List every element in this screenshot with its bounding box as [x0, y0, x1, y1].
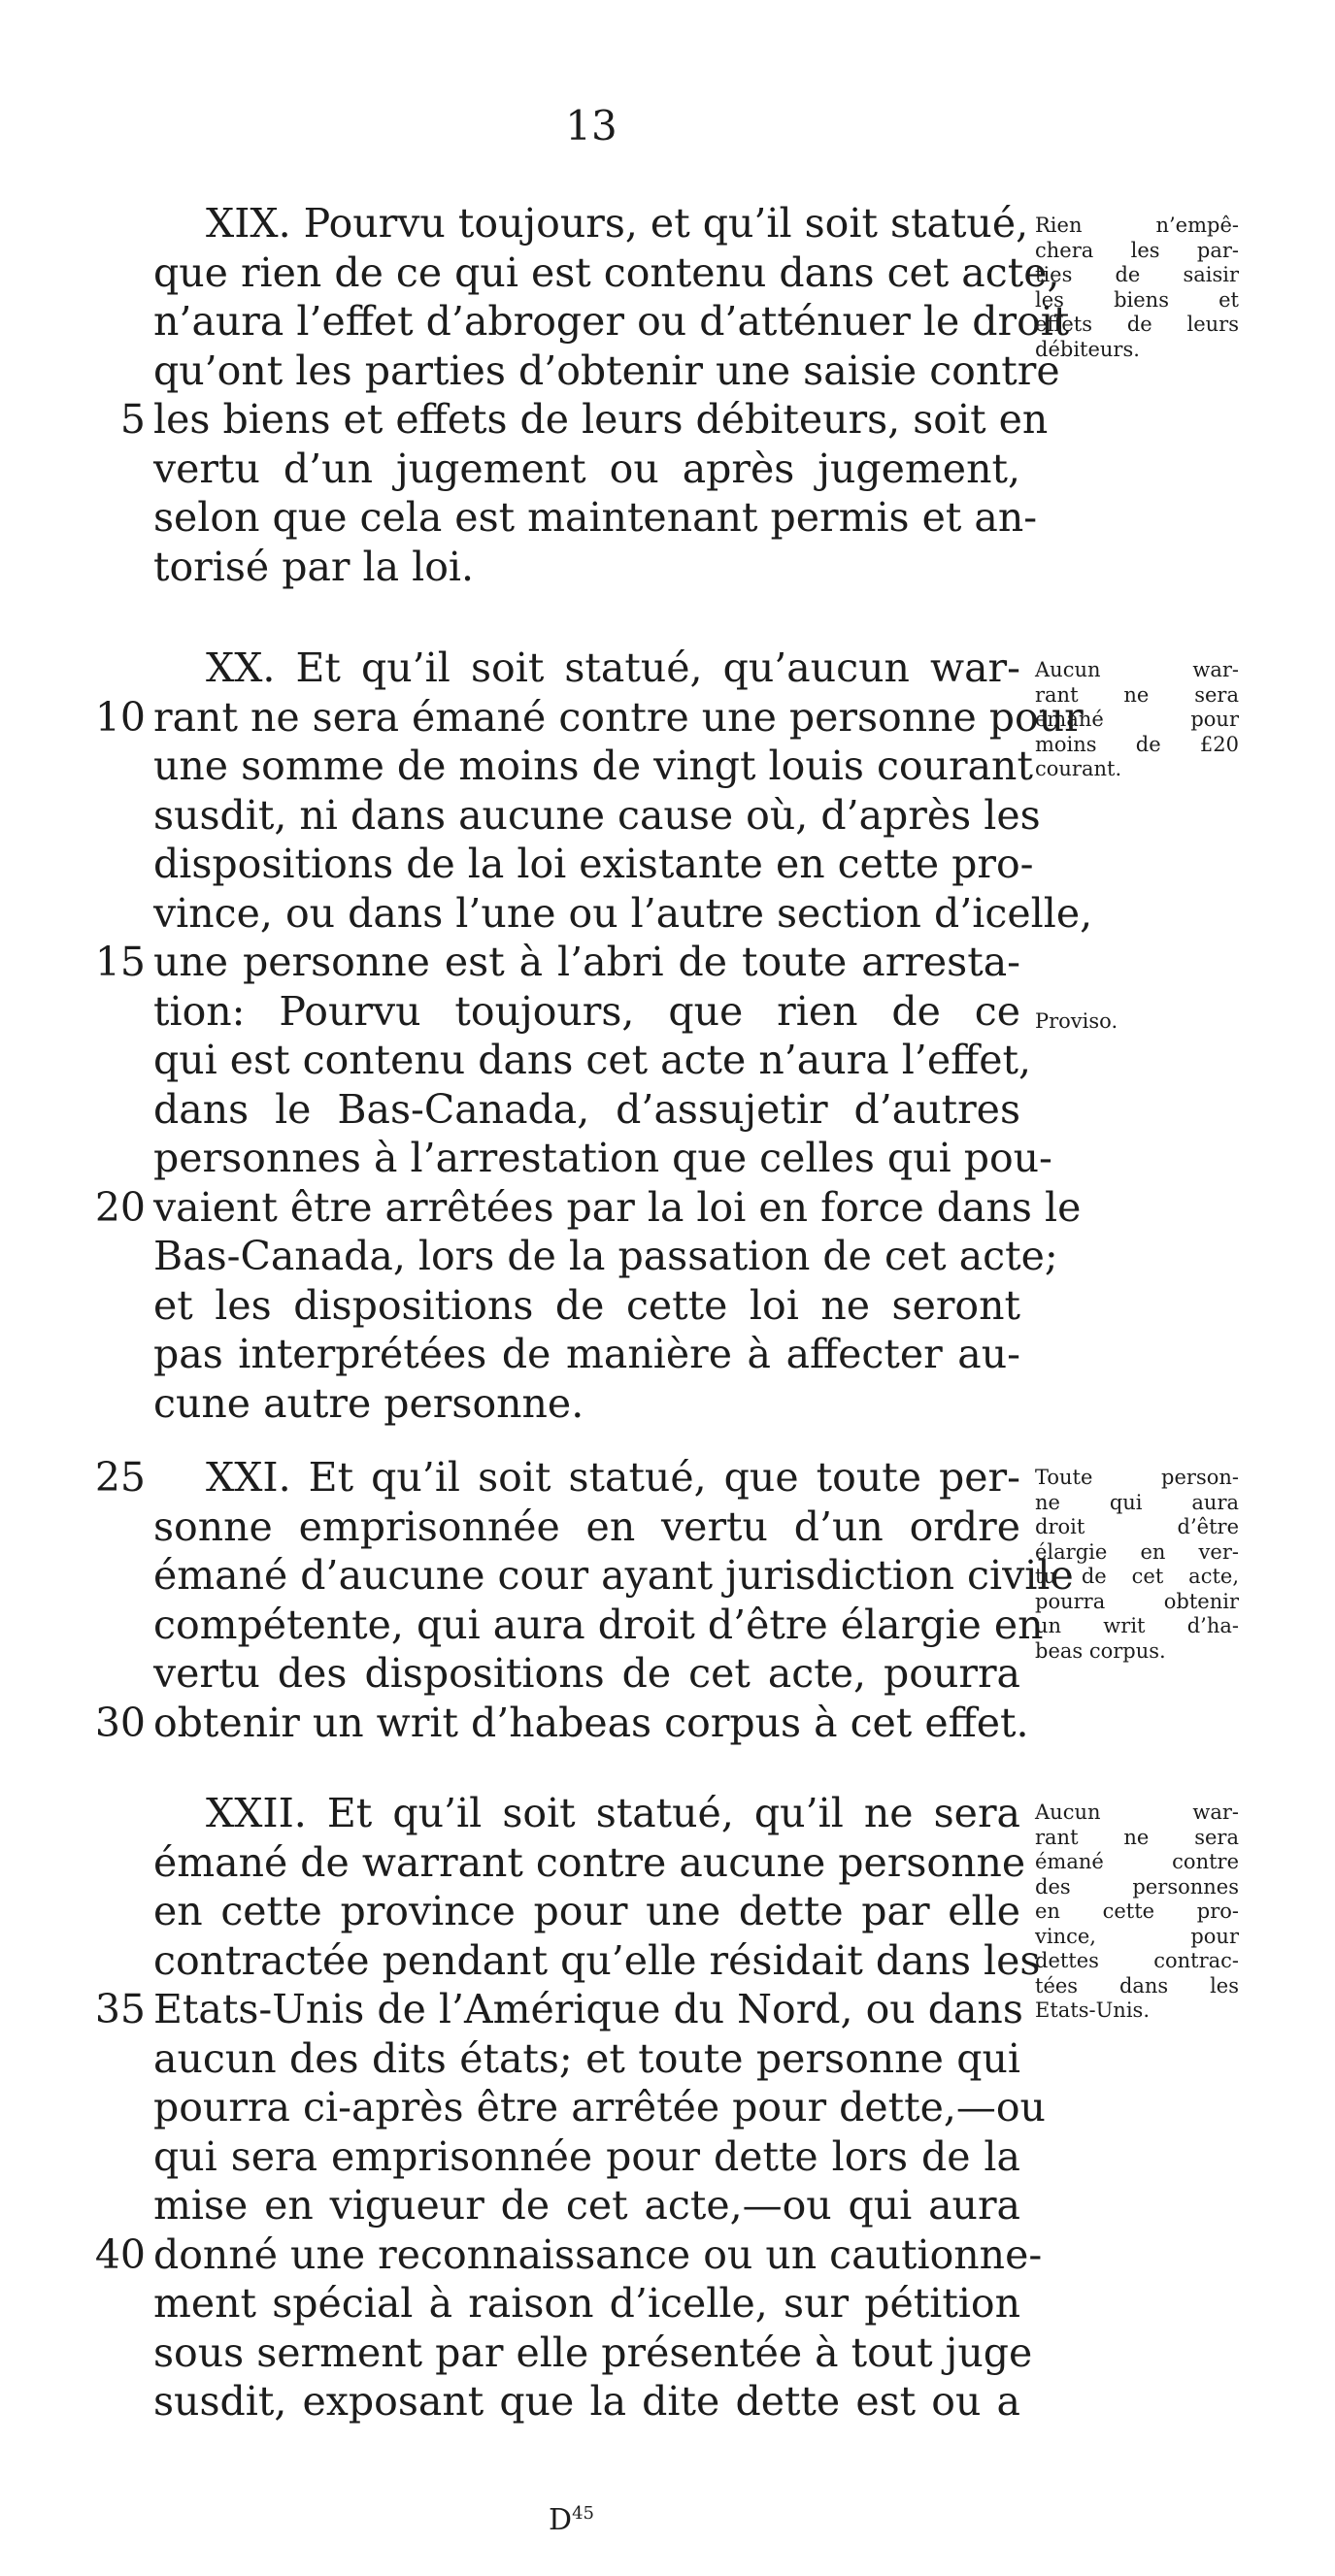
body-text-line: vaient être arrêtées par la loi en force dans le — [153, 1183, 1082, 1231]
margin-note-line: élargie en ver- — [1035, 1539, 1239, 1564]
body-text-line: XXII. Et qu’il soit statué, qu’il ne sera — [206, 1790, 1020, 1836]
body-text-line: torisé par la loi. — [153, 543, 475, 590]
body-text-line: sonne emprisonnée en vertu d’un ordre — [153, 1503, 1020, 1550]
body-text-line: personnes à l’arrestation que celles qui pou- — [153, 1135, 1052, 1181]
signature-letter: D — [549, 2503, 573, 2537]
body-text-line: mise en vigueur de cet acte,—ou qui aura — [153, 2182, 1020, 2229]
body-text-line: XXI. Et qu’il soit statué, que toute per- — [206, 1454, 1020, 1501]
body-text-line: contractée pendant qu’elle résidait dans les — [153, 1936, 1041, 1984]
line-number: 40 — [94, 2230, 146, 2278]
body-text-line: vertu d’un jugement ou après jugement, — [153, 445, 1020, 492]
body-text-line: dispositions de la loi existante en cette pro- — [153, 841, 1034, 887]
body-text-line: une personne est à l’abri de toute arresta- — [153, 939, 1020, 985]
body-text-line: que rien de ce qui est contenu dans cet acte, — [153, 248, 1060, 296]
margin-note-line: Aucun war- — [1035, 658, 1239, 681]
body-text-line: obtenir un writ d’habeas corpus à cet effet. — [153, 1699, 1029, 1746]
margin-note-line: moins de £20 — [1035, 732, 1239, 756]
margin-note-line: Proviso. — [1035, 1009, 1118, 1033]
body-text-line: Etats-Unis de l’Amérique du Nord, ou dans — [153, 1986, 1023, 2032]
line-number: 5 — [119, 396, 146, 443]
line-number: 20 — [94, 1183, 146, 1231]
margin-note-line: Etats-Unis. — [1035, 1998, 1150, 2022]
margin-note-line: tu de cet acte, — [1035, 1565, 1239, 1588]
body-text-line: émané de warrant contre aucune personne — [153, 1838, 1026, 1886]
line-number: 10 — [94, 693, 146, 741]
body-text-line: tion: Pourvu toujours, que rien de ce — [153, 987, 1020, 1035]
margin-note-line: dettes contrac- — [1035, 1949, 1239, 1972]
body-text-line: qu’ont les parties d’obtenir une saisie contre — [153, 347, 1060, 394]
body-text-line: XIX. Pourvu toujours, et qu’il soit statué, — [206, 200, 1029, 247]
body-text-line: émané d’aucune cour ayant jurisdiction civile — [153, 1552, 1074, 1599]
body-text-line: aucun des dits états; et toute personne qui — [153, 2034, 1020, 2082]
margin-note-line: effets de leurs — [1035, 313, 1239, 336]
margin-note-line: un writ d’ha- — [1035, 1614, 1239, 1637]
body-text-line: les biens et effets de leurs débiteurs, soit en — [153, 396, 1049, 443]
margin-note-line: débiteurs. — [1035, 337, 1140, 361]
body-text-line: ment spécial à raison d’icelle, sur pétition — [153, 2280, 1020, 2327]
body-text-line: et les dispositions de cette loi ne seront — [153, 1281, 1020, 1329]
margin-note-line: vince, pour — [1035, 1924, 1239, 1948]
margin-note-line: tées dans les — [1035, 1973, 1239, 1998]
signature-number: 45 — [572, 2503, 594, 2524]
margin-note-line: courant. — [1035, 757, 1122, 780]
signature-mark — [549, 2496, 594, 2538]
margin-note-line: les biens et — [1035, 287, 1239, 312]
margin-note-line: des personnes — [1035, 1874, 1239, 1899]
body-text-line: n’aura l’effet d’abroger ou d’atténuer le droit — [153, 298, 1070, 345]
body-text-line: Bas-Canada, lors de la passation de cet acte; — [153, 1233, 1058, 1279]
margin-note-line: émané contre — [1035, 1850, 1239, 1873]
margin-note-line: pourra obtenir — [1035, 1589, 1239, 1613]
body-text-line: dans le Bas-Canada, d’assujetir d’autres — [153, 1085, 1020, 1133]
body-text-line: vince, ou dans l’une ou l’autre section d’icelle, — [153, 889, 1093, 937]
line-number: 30 — [94, 1699, 146, 1746]
margin-note-line: rant ne sera — [1035, 1825, 1239, 1849]
body-text-line: donné une reconnaissance ou un cautionne- — [153, 2230, 1043, 2278]
margin-note-line: ne qui aura — [1035, 1490, 1239, 1514]
line-number: 25 — [94, 1454, 146, 1501]
body-text-line: qui sera emprisonnée pour dette lors de la — [153, 2132, 1020, 2180]
body-text-line: une somme de moins de vingt louis courant — [153, 743, 1033, 789]
body-text-line: cune autre personne. — [153, 1379, 584, 1427]
margin-note-line: ties de saisir — [1035, 263, 1239, 286]
margin-note-line: Aucun war- — [1035, 1800, 1239, 1824]
margin-note-line: chera les par- — [1035, 238, 1239, 262]
margin-note-line: en cette pro- — [1035, 1899, 1239, 1923]
margin-note-line: rant ne sera — [1035, 682, 1239, 707]
body-text-line: vertu des dispositions de cet acte, pourra — [153, 1650, 1020, 1697]
body-text-line: susdit, exposant que la dite dette est ou a — [153, 2378, 1020, 2425]
margin-note-line: beas corpus. — [1035, 1638, 1166, 1663]
body-text-line: susdit, ni dans aucune cause où, d’après les — [153, 791, 1041, 839]
margin-note-line: émané pour — [1035, 708, 1239, 731]
body-text-line: compétente, qui aura droit d’être élargie en — [153, 1601, 1044, 1648]
body-text-line: selon que cela est maintenant permis et an- — [153, 494, 1038, 541]
margin-note-line: droit d’être — [1035, 1515, 1239, 1538]
page-number: 13 — [565, 102, 617, 149]
body-text-line: pas interprétées de manière à affecter au- — [153, 1331, 1020, 1377]
body-text-line: en cette province pour une dette par elle — [153, 1888, 1020, 1934]
body-text-line: pourra ci-après être arrêtée pour dette,—ou — [153, 2084, 1046, 2130]
body-text-line: sous serment par elle présentée à tout juge — [153, 2328, 1033, 2376]
body-text-line: qui est contenu dans cet acte n’aura l’effet, — [153, 1037, 1032, 1083]
body-text-line: XX. Et qu’il soit statué, qu’aucun war- — [206, 644, 1020, 691]
line-number: 35 — [94, 1986, 146, 2032]
margin-note-line: Toute person- — [1035, 1466, 1239, 1489]
body-text-line: rant ne sera émané contre une personne pour — [153, 693, 1084, 741]
margin-note-line: Rien n’empê- — [1035, 214, 1239, 237]
line-number: 15 — [94, 939, 146, 985]
